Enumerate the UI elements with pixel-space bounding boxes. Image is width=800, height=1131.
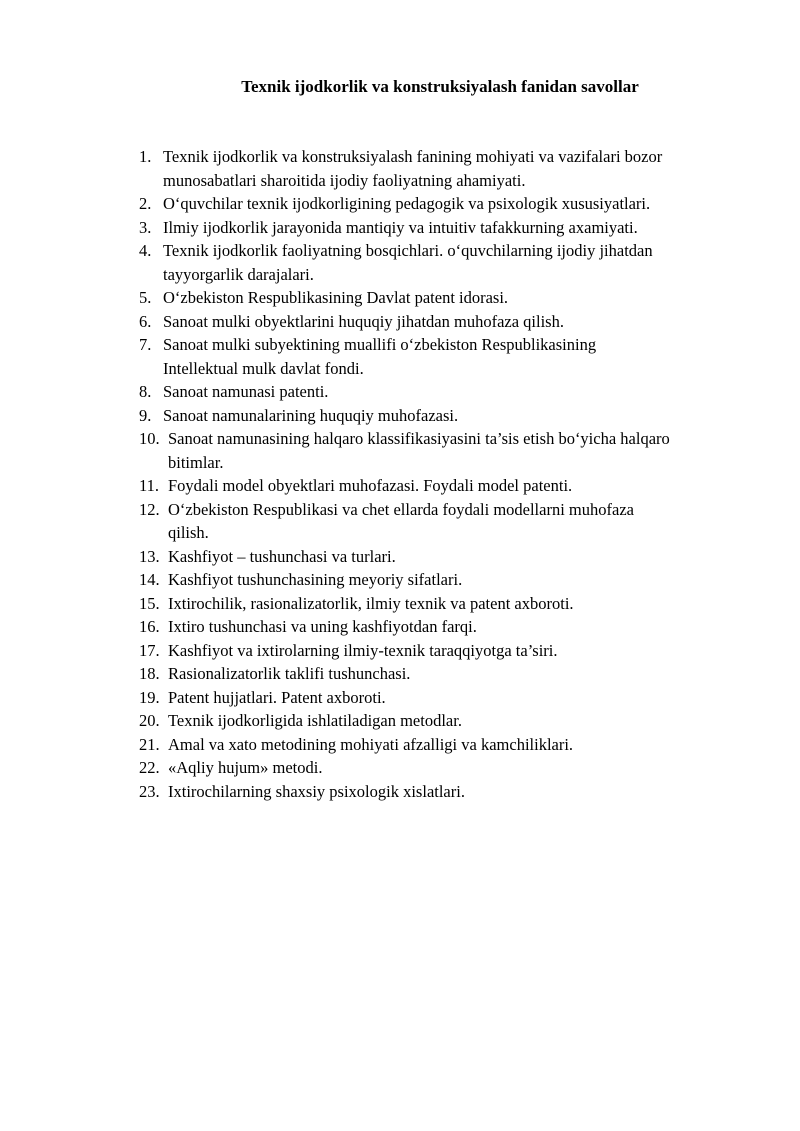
list-item-number: 6. (139, 311, 152, 331)
list-item-number: 10. (139, 429, 160, 448)
list-item-text (168, 733, 573, 757)
list-item-number: 18. (139, 664, 160, 683)
list-item-line: Sanoat namunasining halqaro klassifikasiyasini ta’sis etish bo‘yicha halqaro (168, 429, 670, 448)
list-item-line: Texnik ijodkorligida ishlatiladigan metodlar. (168, 711, 462, 730)
list-item (139, 474, 759, 498)
list-item-text (168, 592, 574, 616)
list-item-number: 8. (139, 382, 152, 401)
list-item-text (163, 192, 650, 216)
list-item (139, 286, 759, 310)
list-item-text (168, 780, 465, 804)
list-item-number: 14. (139, 570, 160, 589)
list-item-line: Ixtirochilarning shaxsiy psixologik xislatlari. (168, 781, 465, 801)
list-item-number: 7. (139, 335, 152, 354)
list-item-line: Sanoat mulki obyektlarini huquqiy jihatdan muhofaza qilish. (163, 311, 564, 331)
list-item (139, 568, 759, 592)
list-item (139, 216, 759, 240)
list-item (139, 615, 759, 639)
list-item-line: O‘zbekiston Respublikasi va chet ellarda foydali modellarni muhofaza (168, 499, 634, 519)
list-item-text (168, 474, 572, 498)
list-item-line: munosabatlari sharoitida ijodiy faoliyatning ahamiyati. (163, 170, 526, 190)
list-item-text (163, 216, 638, 240)
list-item (139, 686, 759, 710)
list-item-text (168, 686, 386, 710)
list-item-line: Rasionalizatorlik taklifi tushunchasi. (168, 664, 411, 683)
list-item-text (168, 639, 558, 663)
list-item-text (168, 756, 322, 780)
list-item (139, 498, 759, 545)
list-item (139, 592, 759, 616)
list-item-number: 21. (139, 734, 160, 754)
list-item (139, 733, 759, 757)
list-item-line: Sanoat namunasi patenti. (163, 382, 329, 401)
list-item (139, 639, 759, 663)
list-item-line: Intellektual mulk davlat fondi. (163, 358, 364, 378)
list-item-text (168, 568, 462, 592)
list-item-line: bitimlar. (168, 452, 224, 472)
list-item-number: 15. (139, 593, 160, 613)
list-item-line: Sanoat mulki subyektining muallifi o‘zbekiston Respublikasining (163, 335, 597, 354)
list-item (139, 662, 759, 686)
list-item-number: 9. (139, 405, 152, 425)
document-title: Texnik ijodkorlik va konstruksiyalash fanidan savollar (241, 77, 639, 96)
list-item (139, 310, 759, 334)
list-item-number: 17. (139, 640, 160, 660)
list-item (139, 545, 759, 569)
list-item-number: 1. (139, 147, 152, 166)
list-item-line: Texnik ijodkorlik faoliyatning bosqichlari. o‘quvchilarning ijodiy jihatdan (163, 241, 653, 260)
list-item-text (163, 310, 564, 334)
list-item-line: Texnik ijodkorlik va konstruksiyalash fanining mohiyati va vazifalari bozor (163, 147, 663, 166)
list-item-text (168, 498, 634, 545)
list-item-number: 2. (139, 194, 152, 213)
list-item (139, 380, 759, 404)
list-item-number: 13. (139, 546, 160, 566)
list-item-text (163, 380, 328, 404)
list-item-text (163, 333, 596, 380)
list-item-text (168, 709, 462, 733)
list-item-text (168, 662, 410, 686)
list-item-number: 3. (139, 217, 152, 237)
list-item (139, 404, 759, 428)
list-item-number: 11. (139, 476, 160, 495)
list-item-text (168, 615, 477, 639)
list-item-line: Kashfiyot va ixtirolarning ilmiy-texnik taraqqiyotga ta’siri. (168, 640, 558, 660)
list-item-number: 4. (139, 241, 152, 260)
list-item-number: 12. (139, 499, 160, 519)
list-item-number: 22. (139, 758, 160, 777)
list-item-line: Amal va xato metodining mohiyati afzalligi va kamchiliklari. (168, 734, 574, 754)
list-item (139, 192, 759, 216)
list-item-line: «Aqliy hujum» metodi. (168, 758, 323, 777)
list-item (139, 427, 759, 474)
list-item-line: Sanoat namunalarining huquqiy muhofazasi. (163, 405, 459, 425)
list-item-line: Foydali model obyektlari muhofazasi. Foydali model patenti. (168, 476, 573, 495)
list-item-line: Patent hujjatlari. Patent axboroti. (168, 687, 386, 707)
list-item-text (163, 286, 508, 310)
list-item-text (163, 239, 653, 286)
list-item-line: Ilmiy ijodkorlik jarayonida mantiqiy va intuitiv tafakkurning axamiyati. (163, 217, 638, 237)
question-list (139, 145, 759, 803)
list-item-text (163, 404, 458, 428)
list-item-number: 16. (139, 617, 160, 636)
list-item-text (168, 545, 396, 569)
list-item-number: 23. (139, 781, 160, 801)
list-item (139, 145, 759, 192)
list-item-line: O‘quvchilar texnik ijodkorligining pedagogik va psixologik xususiyatlari. (163, 194, 651, 213)
list-item-line: Ixtiro tushunchasi va uning kashfiyotdan farqi. (168, 617, 477, 636)
list-item-line: tayyorgarlik darajalari. (163, 264, 314, 284)
list-item-text (163, 145, 662, 192)
list-item-number: 19. (139, 687, 160, 707)
list-item-line: qilish. (168, 523, 209, 542)
list-item (139, 780, 759, 804)
list-item (139, 333, 759, 380)
list-item-text (168, 427, 670, 474)
list-item (139, 709, 759, 733)
list-item (139, 756, 759, 780)
list-item-number: 5. (139, 288, 152, 307)
list-item-number: 20. (139, 711, 160, 730)
list-item-line: Kashfiyot – tushunchasi va turlari. (168, 546, 396, 566)
list-item-line: Ixtirochilik, rasionalizatorlik, ilmiy texnik va patent axboroti. (168, 593, 574, 613)
list-item-line: O‘zbekiston Respublikasining Davlat patent idorasi. (163, 288, 509, 307)
list-item (139, 239, 759, 286)
list-item-line: Kashfiyot tushunchasining meyoriy sifatlari. (168, 570, 463, 589)
